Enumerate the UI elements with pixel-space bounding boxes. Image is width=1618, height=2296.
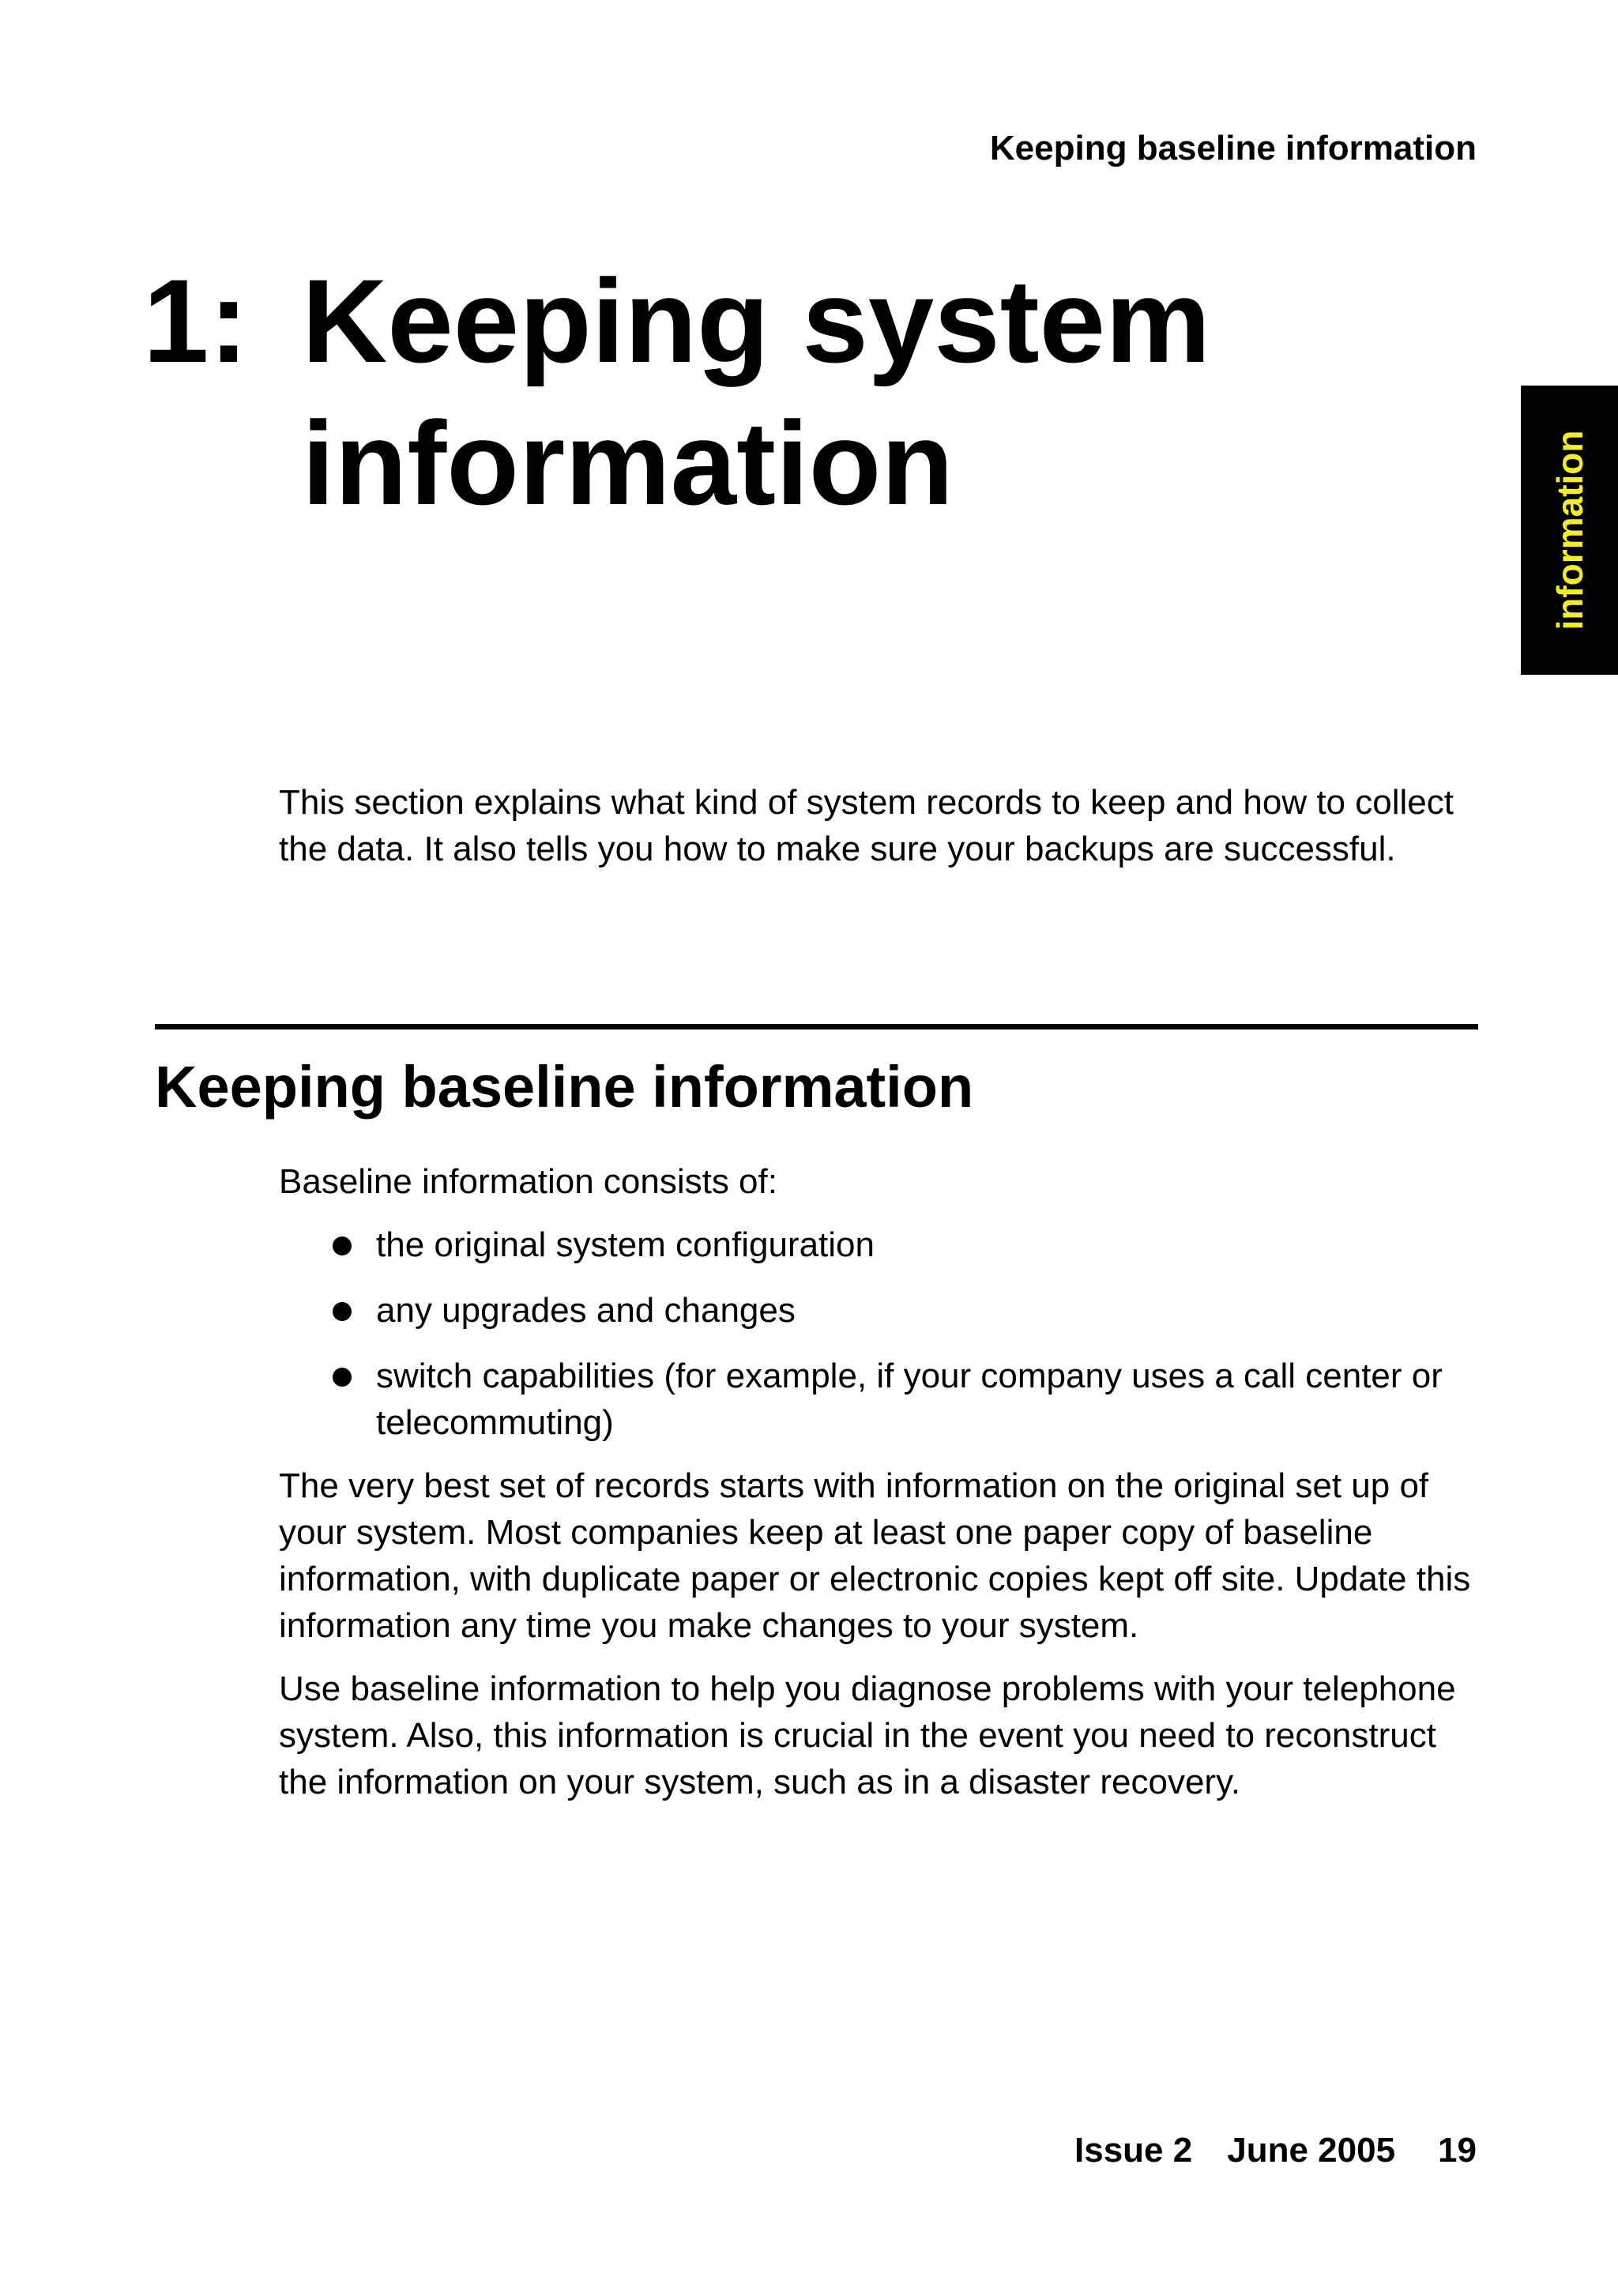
side-tab-label: information <box>1548 430 1590 630</box>
footer-date: June 2005 <box>1227 2131 1396 2170</box>
intro-paragraph: This section explains what kind of system records to keep and how to collect the data. It also tells you how to make sure your backups are successful. <box>279 783 1454 868</box>
page-footer <box>1074 2133 1477 2168</box>
bullet-icon <box>333 1236 352 1255</box>
list-item <box>279 1287 1480 1334</box>
section-divider <box>155 1024 1478 1029</box>
list-item-text: any upgrades and changes <box>376 1291 796 1330</box>
body-paragraph: The very best set of records starts with information on the original set up of your system. Most companies keep at least one paper copy of baseline information, with duplicate paper or electronic copies kept off site. Update this information any time you make changes to your system. <box>279 1466 1471 1645</box>
section-body <box>279 1158 1480 1822</box>
list-item <box>279 1221 1480 1268</box>
list-item-text: switch capabilities (for example, if your company uses a call center or telecommuting) <box>376 1357 1443 1442</box>
page-number: 19 <box>1438 2131 1477 2170</box>
running-header: Keeping baseline information <box>989 129 1477 167</box>
bullet-list <box>279 1221 1480 1446</box>
chapter-number: 1: <box>143 254 249 387</box>
section-lead: Baseline information consists of: <box>279 1162 777 1201</box>
side-tab <box>1521 386 1618 675</box>
footer-issue: Issue 2 <box>1074 2131 1193 2170</box>
bullet-icon <box>333 1302 352 1321</box>
section-heading: Keeping baseline information <box>155 1054 974 1120</box>
list-item <box>279 1353 1480 1446</box>
bullet-icon <box>333 1368 352 1387</box>
body-paragraph: Use baseline information to help you diagnose problems with your telephone system. Also, this information is crucial in the event you need to reconstruct the information on your system, such as in a disaster recovery. <box>279 1669 1456 1801</box>
list-item-text: the original system configuration <box>376 1225 875 1264</box>
chapter-title: Keeping system information <box>302 254 1211 529</box>
